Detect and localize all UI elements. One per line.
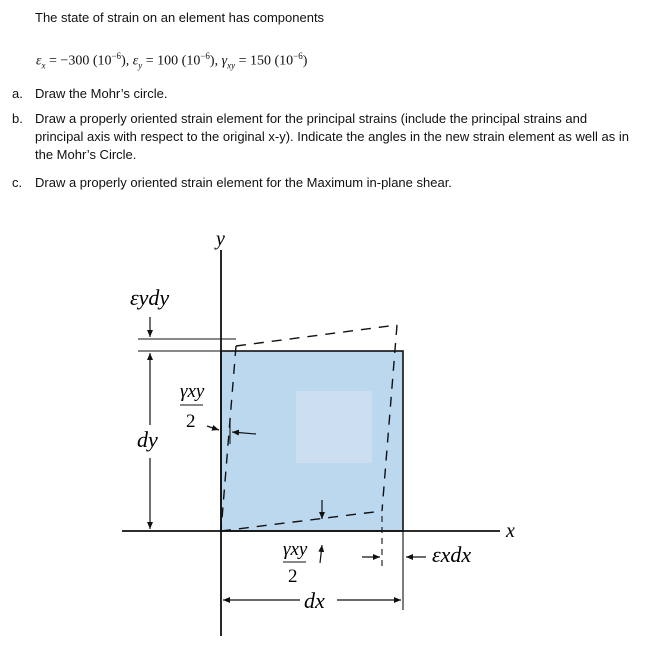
y-axis-label: y (216, 228, 225, 250)
dy-label: dy (137, 427, 158, 452)
ex-close: ) (121, 53, 126, 69)
gamma-top-arrow-in (207, 426, 219, 430)
ey-close: ) (209, 53, 215, 69)
gxy-close: ) (302, 53, 308, 69)
strain-components-equation: $\varepsilon_x = -300$ $(10^{-6})$, $\varepsilon_y = 100$ $(10^{-6})$, $\gamma_{xy} = 150$ $(10^{-6})$ (36, 51, 308, 71)
intro-text: The state of strain on an element has components (35, 10, 325, 25)
eps-x-dx-label: εxdx (432, 542, 472, 567)
question-b-text: Draw a properly oriented strain element for the principal strains (include the principal strains and principal axis with respect to the original x-y). Indicate the angles in the new strain element as well as in the Mohr’s Circle. (35, 111, 629, 162)
gxy-value: = 150 (10 (238, 53, 294, 69)
gamma-top-denominator: 2 (186, 411, 196, 432)
eps-y-dy-label: εydy (130, 285, 170, 310)
ex-exponent: −6 (111, 51, 122, 61)
ey-exponent: −6 (200, 51, 210, 61)
gamma-top-numerator: γxy (180, 381, 205, 402)
question-a-text: Draw the Mohr’s circle. (35, 86, 168, 101)
gamma-bottom-arrow-up (320, 545, 322, 563)
ey-value: = 100 (10 (145, 53, 201, 69)
x-axis-label: x (506, 520, 515, 542)
question-b-marker: b. (12, 111, 23, 126)
question-c-text: Draw a properly oriented strain element for the Maximum in-plane shear. (35, 175, 452, 190)
element-highlight (296, 391, 372, 463)
gamma-bottom-numerator: γxy (283, 539, 308, 560)
gamma-bottom-denominator: 2 (288, 566, 298, 587)
question-c-marker: c. (12, 175, 23, 190)
gxy-exponent: −6 (293, 51, 303, 61)
question-a-marker: a. (12, 86, 23, 101)
ex-value: = −300 (10 (49, 53, 112, 69)
deformed-edge-top (236, 325, 397, 346)
dx-label: dx (304, 588, 325, 613)
